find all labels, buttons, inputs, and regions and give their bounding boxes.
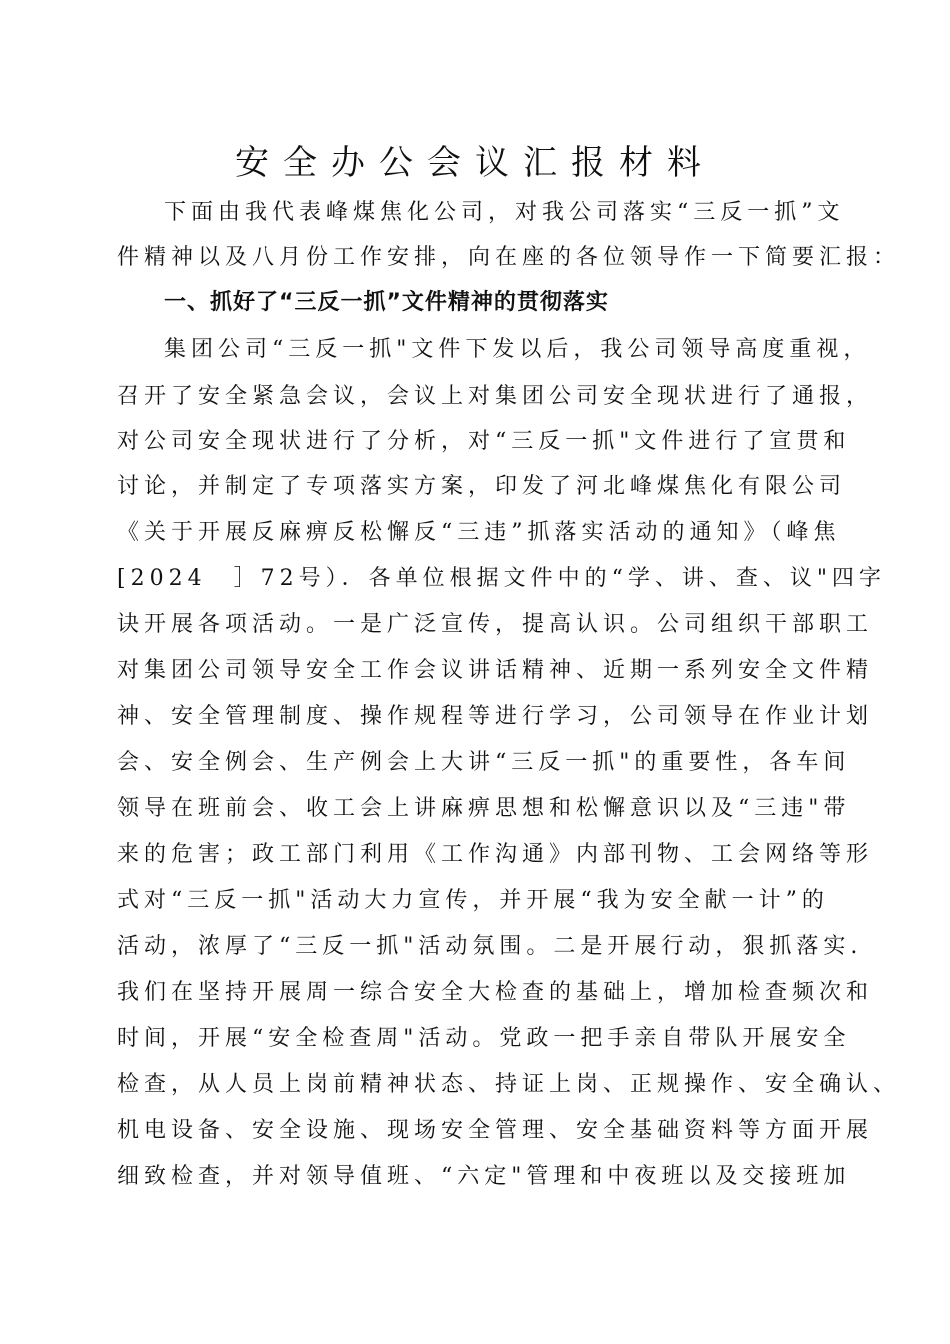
- intro-line-2: 件精神以及八月份工作安排，向在座的各位领导作一下简要汇报：: [117, 245, 901, 270]
- body-line: 集团公司“三反一抓"文件下发以后，我公司领导高度重视，: [164, 337, 871, 362]
- body-line: 讨论，并制定了专项落实方案，印发了河北峰煤焦化有限公司: [117, 474, 847, 499]
- document-title: 安全办公会议汇报材料: [235, 143, 715, 183]
- body-line: 检查，从人员上岗前精神状态、持证上岗、正规操作、安全确认、: [117, 1072, 901, 1097]
- body-line: 式对“三反一抓"活动大力宣传，并开展“我为安全献一计”的: [117, 888, 829, 913]
- body-line: [2024 ］72号）．各单位根据文件中的“学、讲、查、议"四字: [117, 566, 886, 591]
- section-heading: 一、抓好了“三反一抓”文件精神的贯彻落实: [164, 290, 609, 315]
- intro-line-1: 下面由我代表峰煤焦化公司，对我公司落实“三反一抓”文: [164, 200, 845, 225]
- body-line: 神、安全管理制度、操作规程等进行学习，公司领导在作业计划: [117, 704, 874, 729]
- body-line: 来的危害；政工部门利用《工作沟通》内部刊物、工会网络等形: [117, 842, 874, 867]
- body-line: 诀开展各项活动。一是广泛宣传，提高认识。公司组织干部职工: [117, 612, 874, 637]
- body-line: 对公司安全现状进行了分析，对“三反一抓"文件进行了宣贯和: [117, 429, 851, 454]
- body-line: 细致检查，并对领导值班、“六定"管理和中夜班以及交接班加: [117, 1164, 851, 1189]
- body-line: 活动，浓厚了“三反一抓"活动氛围。二是开展行动，狠抓落实.: [117, 934, 863, 959]
- body-line: 会、安全例会、生产例会上大讲“三反一抓"的重要性，各车间: [117, 750, 851, 775]
- body-line: 召开了安全紧急会议，会议上对集团公司安全现状进行了通报，: [117, 384, 874, 409]
- body-line: 我们在坚持开展周一综合安全大检查的基础上，增加检查频次和: [117, 980, 874, 1005]
- body-line: 《关于开展反麻痹反松懈反“三违”抓落实活动的通知》（峰焦: [117, 520, 841, 545]
- body-line: 领导在班前会、收工会上讲麻痹思想和松懈意识以及“三违"带: [117, 796, 851, 821]
- body-line: 机电设备、安全设施、现场安全管理、安全基础资料等方面开展: [117, 1118, 874, 1143]
- body-line: 对集团公司领导安全工作会议讲话精神、近期一系列安全文件精: [117, 658, 874, 683]
- body-line: 时间，开展“安全检查周"活动。党政一把手亲自带队开展安全: [117, 1026, 851, 1051]
